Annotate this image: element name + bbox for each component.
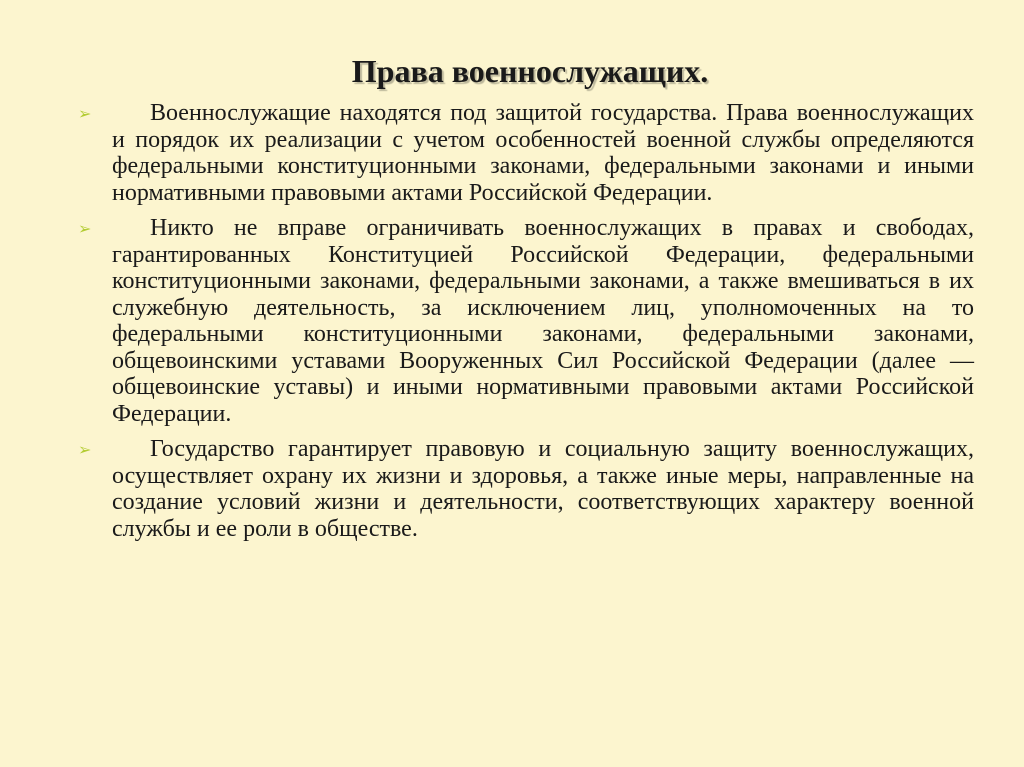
list-item — [78, 436, 974, 542]
list-item — [78, 100, 974, 206]
paragraph-text: Военнослужащие находятся под защитой государства. Права военнослужащих и порядок их реализации с учетом особенностей военной службы определяются федеральными конституционными законами, федеральными законами и иными нормативными правовыми актами Российской Федерации. — [112, 100, 974, 206]
bullet-list — [78, 100, 974, 551]
list-item — [78, 215, 974, 427]
slide-title: Права военнослужащих. — [351, 53, 709, 89]
paragraph-text: Государство гарантирует правовую и социальную защиту военнослужащих, осуществляет охрану их жизни и здоровья, а также иные меры, направленные на создание условий жизни и деятельности, соответствующих характеру военной службы и ее роли в обществе. — [112, 436, 974, 542]
paragraph-text: Никто не вправе ограничивать военнослужащих в правах и свободах, гарантированных Конституцией Российской Федерации, федеральными конституционными законами, федеральными законами, а также вмешиваться в их служебную деятельность, за исключением лиц, уполномоченных на то федеральными конституционными законами, федеральными законами, общевоинскими уставами Вооруженных Сил Российской Федерации (далее — общевоинские уставы) и иными нормативными правовыми актами Российской Федерации. — [112, 215, 974, 427]
arrow-bullet-icon: ➢ — [78, 104, 92, 123]
arrow-bullet-icon: ➢ — [78, 219, 92, 238]
arrow-bullet-icon: ➢ — [78, 440, 92, 459]
